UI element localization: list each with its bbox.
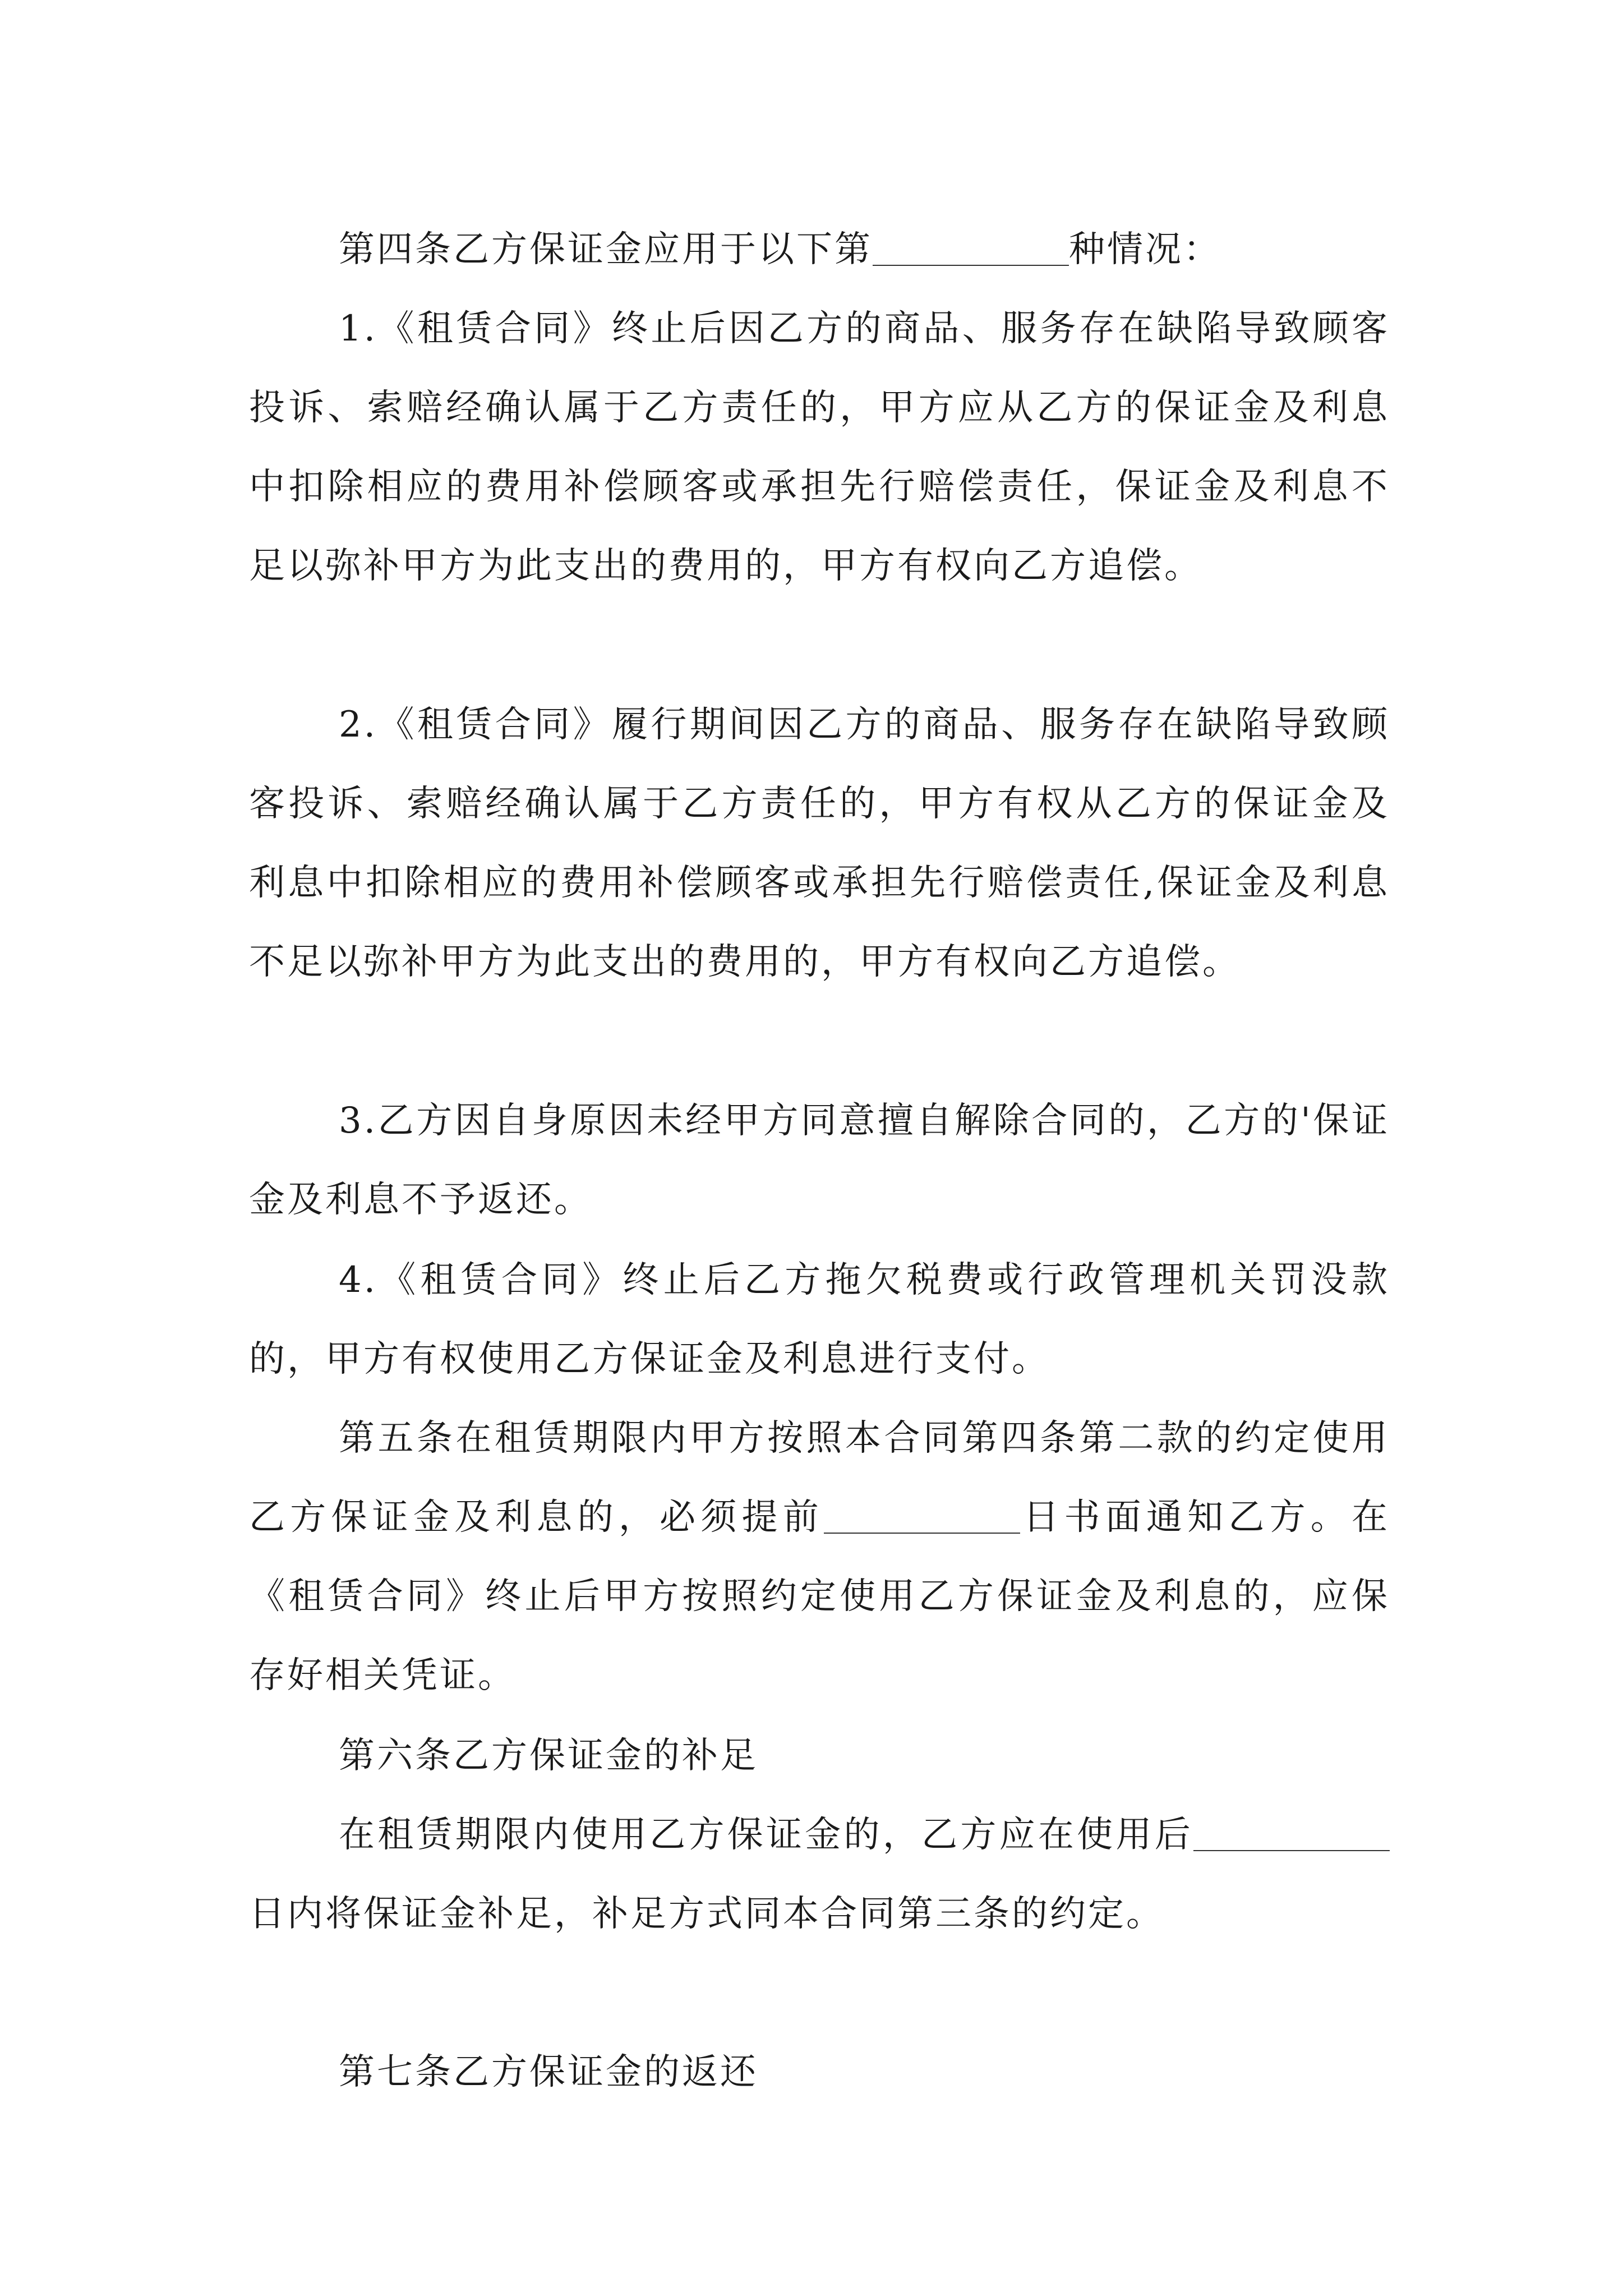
article-4-item-1: 1.《租赁合同》终止后因乙方的商品、服务存在缺陷导致顾客投诉、索赔经确认属于乙方责任的，甲方应从乙方的保证金及利息中扣除相应的费用补偿顾客或承担先行赔偿责任，保证金及利息不足以弥补甲方为此支出的费用的，甲方有权向乙方追偿。: [249, 308, 1390, 587]
fill-in-blank-article-6[interactable]: [1193, 1814, 1390, 1851]
article-4-item-2: 2.《租赁合同》履行期间因乙方的商品、服务存在缺陷导致顾客投诉、索赔经确认属于乙方责任的，甲方有权从乙方的保证金及利息中扣除相应的费用补偿顾客或承担先行赔偿责任,保证金及利息不足以弥补甲方为此支出的费用的，甲方有权向乙方追偿。: [249, 704, 1390, 983]
article-5-text: 第五条在租赁期限内甲方按照本合同第四条第二款的约定使用乙方保证金及利息的，必须提前: [249, 1418, 1390, 1538]
fill-in-blank-article-4[interactable]: [873, 229, 1069, 266]
article-5: [249, 1399, 1390, 1715]
article-6-text: 在租赁期限内使用乙方保证金的，乙方应在使用后: [339, 1814, 1193, 1856]
article-4-item-3: 3.乙方因自身原因未经甲方同意擅自解除合同的，乙方的'保证金及利息不予返还。: [249, 1100, 1390, 1221]
article-4-intro-tail: 种情况：: [1069, 229, 1221, 270]
fill-in-blank-article-5[interactable]: [824, 1497, 1020, 1534]
article-5-tail: 日书面通知乙方。在《租赁合同》终止后甲方按照约定使用乙方保证金及利息的，应保存好相关凭证。: [249, 1497, 1390, 1696]
article-6-tail: 日内将保证金补足，补足方式同本合同第三条的约定。: [249, 1893, 1164, 1935]
article-7-title: 第七条乙方保证金的返还: [339, 2051, 758, 2093]
article-6-body: [249, 1796, 1390, 1954]
article-6-title: 第六条乙方保证金的补足: [339, 1735, 758, 1777]
article-4-intro-text: 第四条乙方保证金应用于以下第: [339, 229, 873, 270]
article-4-intro: [249, 210, 1390, 289]
article-4-item-4: 4.《租赁合同》终止后乙方拖欠税费或行政管理机关罚没款的，甲方有权使用乙方保证金及利息进行支付。: [249, 1259, 1390, 1380]
